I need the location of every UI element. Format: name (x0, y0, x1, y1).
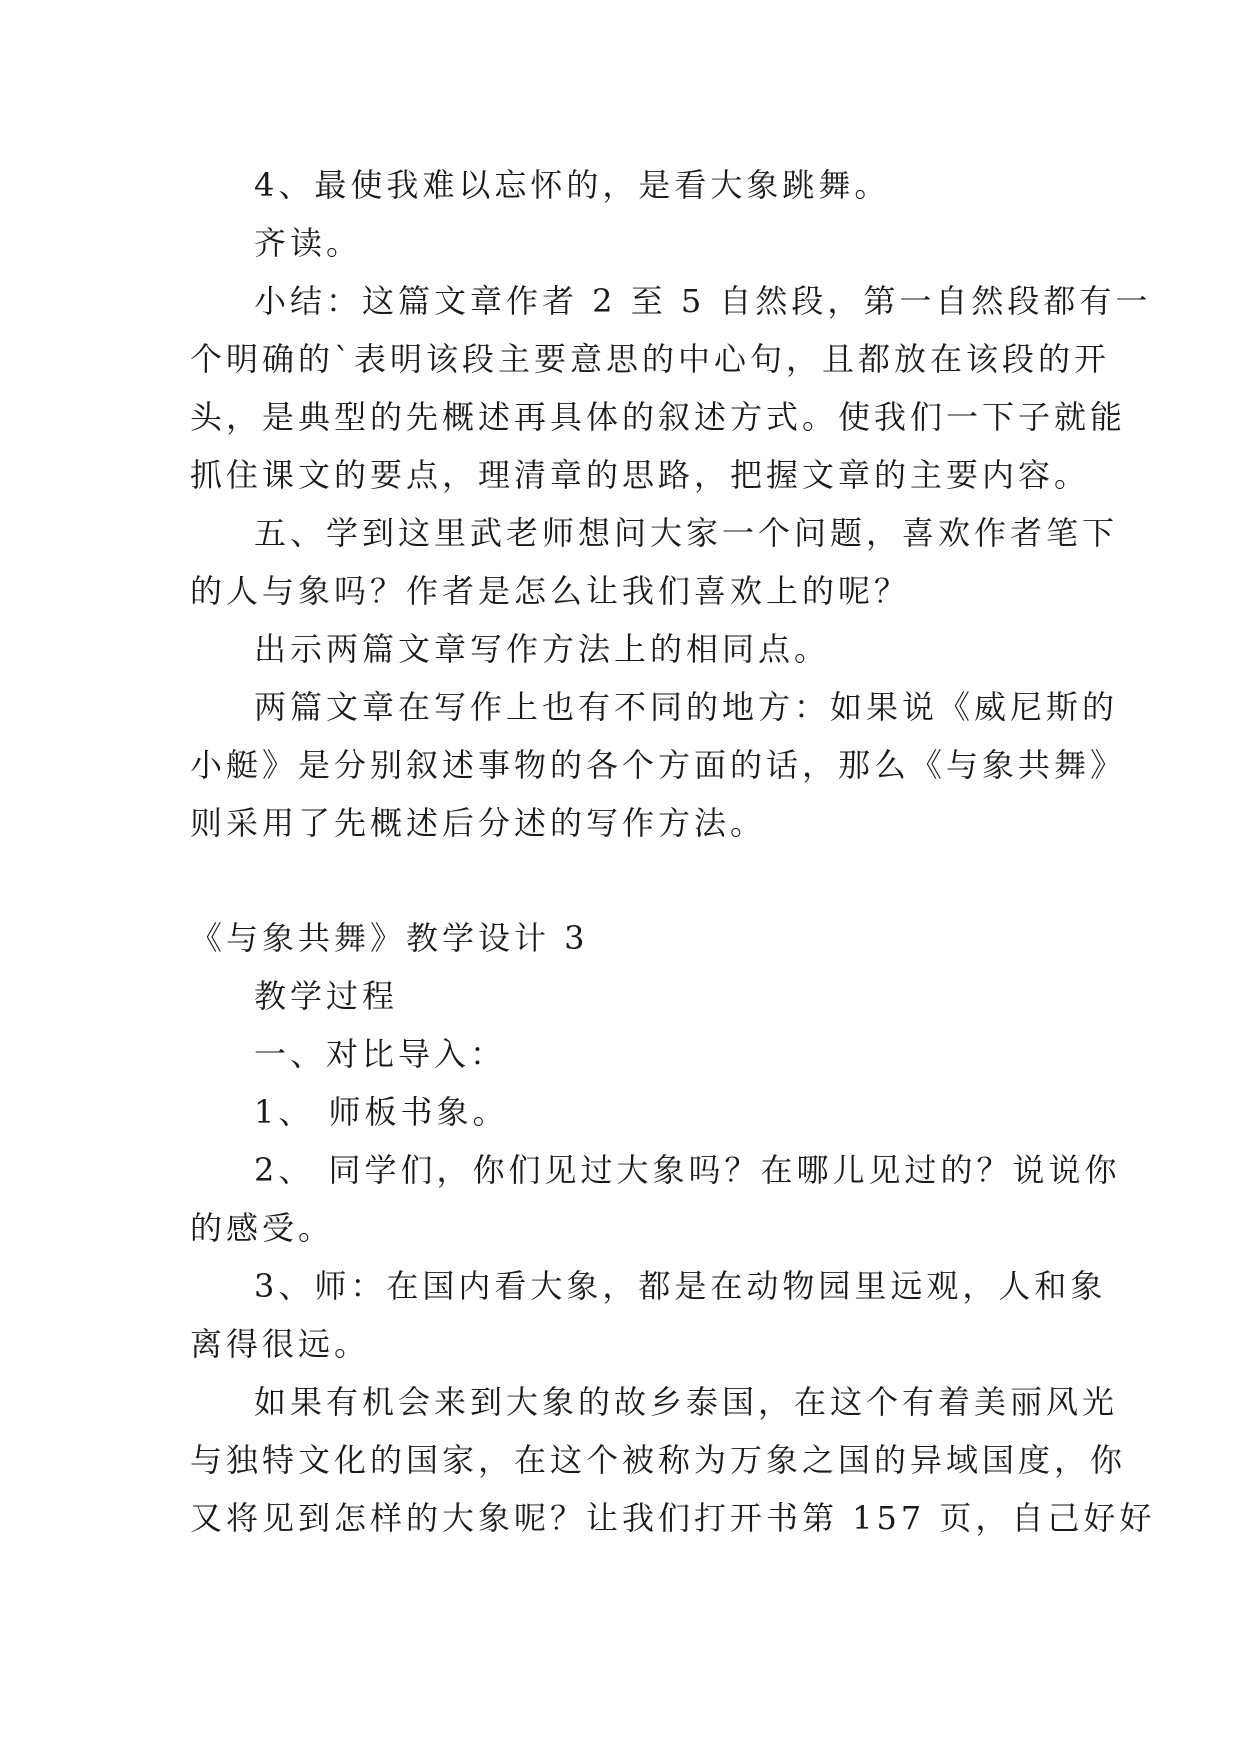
paragraph-line: 3、师：在国内看大象，都是在动物园里远观，人和象 (254, 1267, 1107, 1305)
paragraph-line: 个明确的`表明该段主要意思的中心句，且都放在该段的开 (190, 340, 1111, 378)
paragraph-line: 与独特文化的国家，在这个被称为万象之国的异域国度，你 (190, 1441, 1127, 1479)
paragraph-line: 则采用了先概述后分述的写作方法。 (190, 804, 767, 842)
paragraph-line: 4、最使我难以忘怀的，是看大象跳舞。 (254, 166, 891, 204)
paragraph-line: 齐读。 (254, 224, 363, 262)
paragraph-line: 五、学到这里武老师想问大家一个问题，喜欢作者笔下 (254, 514, 1119, 552)
paragraph-line: 抓住课文的要点，理清章的思路，把握文章的主要内容。 (190, 456, 1091, 494)
paragraph-line: 小艇》是分别叙述事物的各个方面的话，那么《与象共舞》 (190, 746, 1127, 784)
paragraph-line: 小结：这篇文章作者 2 至 5 自然段，第一自然段都有一 (254, 282, 1152, 320)
paragraph-line: 头，是典型的先概述再具体的叙述方式。使我们一下子就能 (190, 398, 1127, 436)
paragraph-line: 的人与象吗？作者是怎么让我们喜欢上的呢？ (190, 572, 911, 610)
paragraph-line: 如果有机会来到大象的故乡泰国，在这个有着美丽风光 (254, 1383, 1119, 1421)
paragraph-line: 出示两篇文章写作方法上的相同点。 (254, 630, 831, 668)
paragraph-line: 两篇文章在写作上也有不同的地方：如果说《威尼斯的 (254, 688, 1119, 726)
paragraph-line: 又将见到怎样的大象呢？让我们打开书第 157 页，自己好好 (190, 1499, 1156, 1537)
paragraph-line: 的感受。 (190, 1209, 335, 1247)
section-title: 《与象共舞》教学设计 3 (190, 919, 589, 957)
paragraph-line: 一、对比导入： (254, 1035, 507, 1073)
paragraph-line: 教学过程 (254, 977, 399, 1015)
paragraph-line: 2、 同学们，你们见过大象吗？在哪儿见过的？说说你 (254, 1151, 1121, 1189)
paragraph-line: 1、 师板书象。 (254, 1093, 509, 1131)
paragraph-line: 离得很远。 (190, 1325, 371, 1363)
